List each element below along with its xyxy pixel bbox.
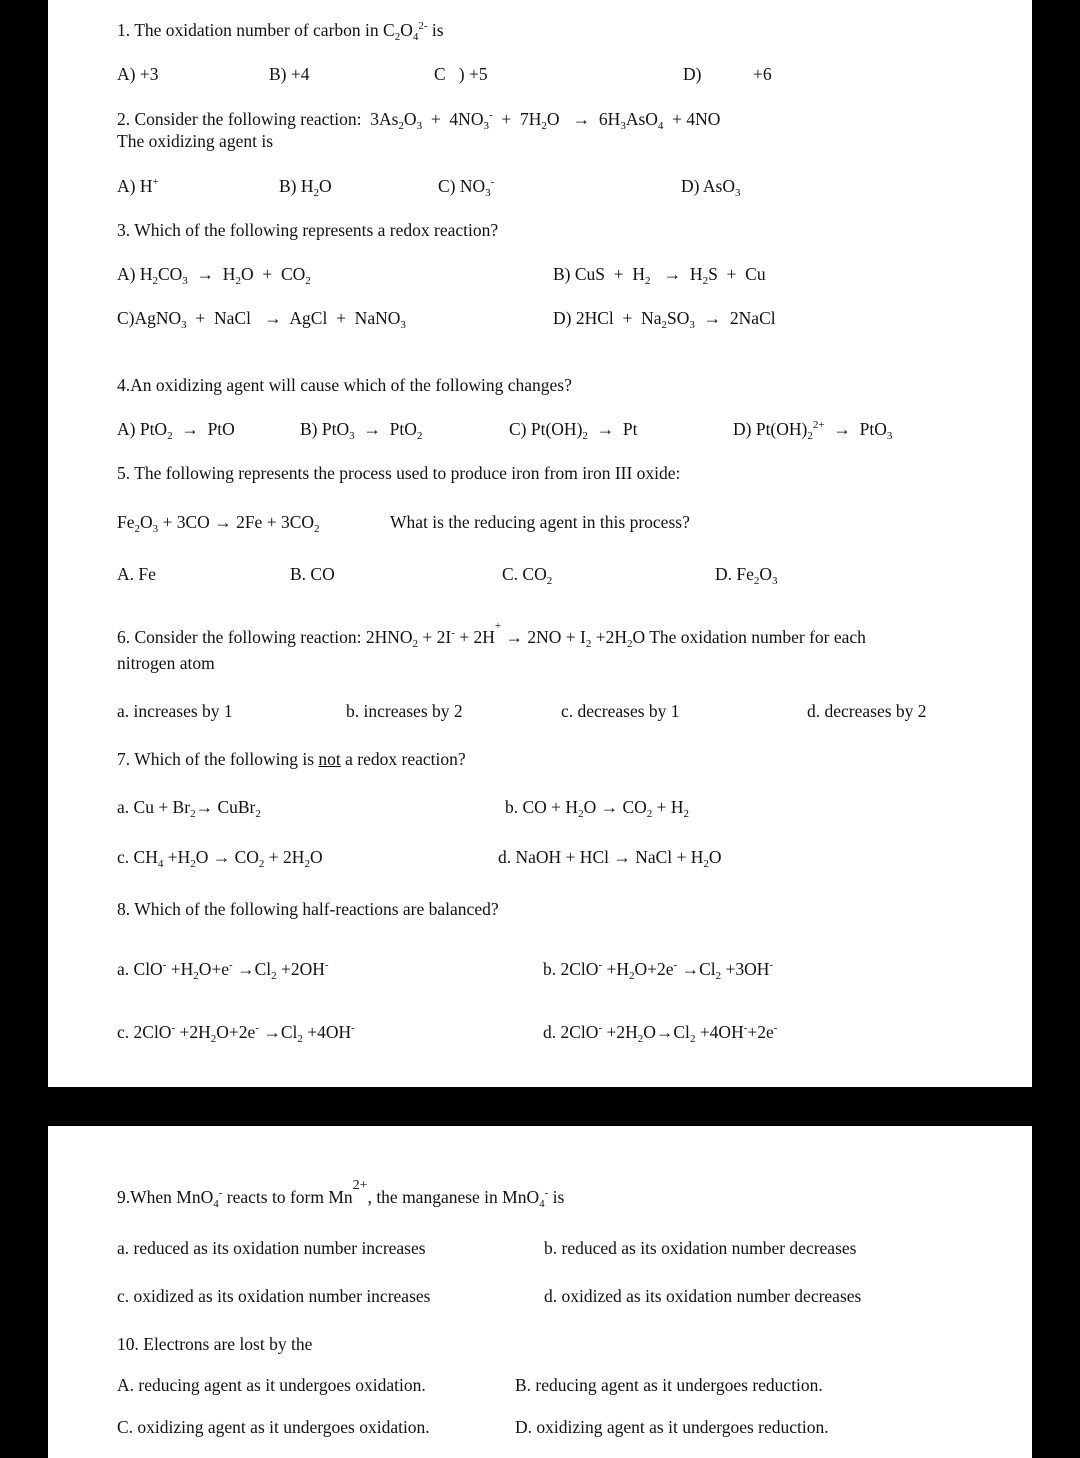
question-1-option-d[interactable]: D) [683,64,702,84]
question-3-option-c[interactable]: C)AgNO$_3$ + NaCl → AgCl + NaNO$_3$ [117,308,406,331]
question-6-option-a[interactable]: a. increases by 1 [117,701,233,721]
question-4-option-c[interactable]: C) $Pt(OH)_2 \to Pt$ [509,419,638,442]
question-8-option-b[interactable]: b. $2ClO^- +H_2O+2e^- \to Cl_2 +3OH^-$ [543,959,774,982]
question-6-option-d[interactable]: d. decreases by 2 [807,701,927,721]
question-1-option-c[interactable]: C ) +5 [434,64,488,84]
question-9-option-c[interactable]: c. oxidized as its oxidation number increases [117,1286,431,1306]
question-1-option-a[interactable]: A) +3 [117,64,159,84]
question-10-option-d[interactable]: D. oxidizing agent as it undergoes reduction. [515,1417,829,1437]
question-2-option-a[interactable]: A) H+ [117,176,159,196]
question-10-stem: 10. Electrons are lost by the [117,1334,313,1354]
question-8-option-c[interactable]: c. $2ClO^- +2H_2O+2e^- \to Cl_2 +4OH^-$ [117,1022,355,1045]
question-8-stem: 8. Which of the following half-reactions are balanced? [117,899,499,919]
question-2-stem: 2. Consider the following reaction: $3As_2O_3 + 4NO_3^- + 7H_2O \to 6H_3AsO_4 + 4NO$ [117,109,721,132]
question-7-option-c[interactable]: c. $CH_4 +H_2O \to CO_2 + 2H_2O$ [117,847,323,870]
question-6-stem-line2: nitrogen atom [117,653,215,673]
question-7-option-a[interactable]: a. $Cu + Br_2\to$ CuBr$_2$ [117,797,261,820]
question-1-option-b[interactable]: B) +4 [269,64,310,84]
question-3-option-a[interactable]: A) $H_2CO_3 \to H_2O + CO_2$ [117,264,311,287]
question-9-option-a[interactable]: a. reduced as its oxidation number increases [117,1238,426,1258]
question-5-question: What is the reducing agent in this process? [390,512,690,532]
question-4-option-b[interactable]: B) PtO$_3$ → PtO$_2$ [300,419,423,442]
question-6-option-b[interactable]: b. increases by 2 [346,701,463,721]
question-9-option-b[interactable]: b. reduced as its oxidation number decreases [544,1238,857,1258]
question-4-option-a[interactable]: A) PtO$_2$ → PtO [117,419,235,442]
question-10-option-a[interactable]: A. reducing agent as it undergoes oxidation. [117,1375,426,1395]
question-4-option-d[interactable]: D) $Pt(OH)_2^{2+} \to PtO_3$ [733,419,893,442]
question-5-equation: $Fe_2O_3 + 3CO \to 2Fe + 3CO_2$ [117,512,320,535]
question-3-option-b[interactable]: B) CuS + $H_2 \to H_2S + Cu$ [553,264,766,287]
question-7-option-d[interactable]: d. NaOH + HCl → NaCl + $H_2O$ [498,847,722,870]
question-6-stem: 6. Consider the following reaction: $2HNO_2 + 2I^- + 2H^+ \to 2NO + I_2 +2H_2O$ The oxidation number for each [117,620,866,650]
question-10-option-b[interactable]: B. reducing agent as it undergoes reduction. [515,1375,823,1395]
question-5-option-b[interactable]: B. CO [290,564,335,584]
question-9-option-d[interactable]: d. oxidized as its oxidation number decreases [544,1286,862,1306]
question-10-option-c[interactable]: C. oxidizing agent as it undergoes oxidation. [117,1417,430,1437]
question-4-stem: 4.An oxidizing agent will cause which of the following changes? [117,375,572,395]
question-2-option-d[interactable]: D) AsO$_3$ [681,176,741,199]
question-2-option-b[interactable]: B) $H_2O$ [279,176,332,199]
worksheet-page-1 [48,0,1032,1087]
question-1-option-d-value: +6 [753,64,772,84]
question-2-option-c[interactable]: C) $NO_3^-$ [438,176,495,199]
question-3-stem: 3. Which of the following represents a redox reaction? [117,220,499,240]
question-6-option-c[interactable]: c. decreases by 1 [561,701,680,721]
question-8-option-a[interactable]: a. $ClO^- +H_2O+e^- \to Cl_2 +2OH^-$ [117,959,329,982]
question-3-option-d[interactable]: D) $2HCl + Na_2SO_3$ → 2NaCl [553,308,776,331]
question-5-option-d[interactable]: D. $Fe_2O_3$ [715,564,778,587]
question-8-option-d[interactable]: d. $2ClO^- +2H_2O\to Cl_2 +4OH^-+2e^-$ [543,1022,778,1045]
question-5-stem: 5. The following represents the process used to produce iron from iron III oxide: [117,463,681,483]
worksheet-page-2 [48,1126,1032,1458]
question-7-option-b[interactable]: b. CO + $H_2O \to CO_2 + H_2$ [505,797,690,820]
question-9-stem: 9.When MnO$_4$- reacts to form $Mn^{2+}$, the manganese in MnO$_4$- is [117,1178,565,1210]
question-5-option-c[interactable]: C. $CO_2$ [502,564,553,587]
question-5-option-a[interactable]: A. Fe [117,564,156,584]
question-2-stem-line2: The oxidizing agent is [117,131,274,151]
question-1-stem: 1. The oxidation number of carbon in $C_2O_4^{2-}$ is [117,20,444,43]
question-7-stem: 7. Which of the following is not a redox reaction? [117,749,466,769]
